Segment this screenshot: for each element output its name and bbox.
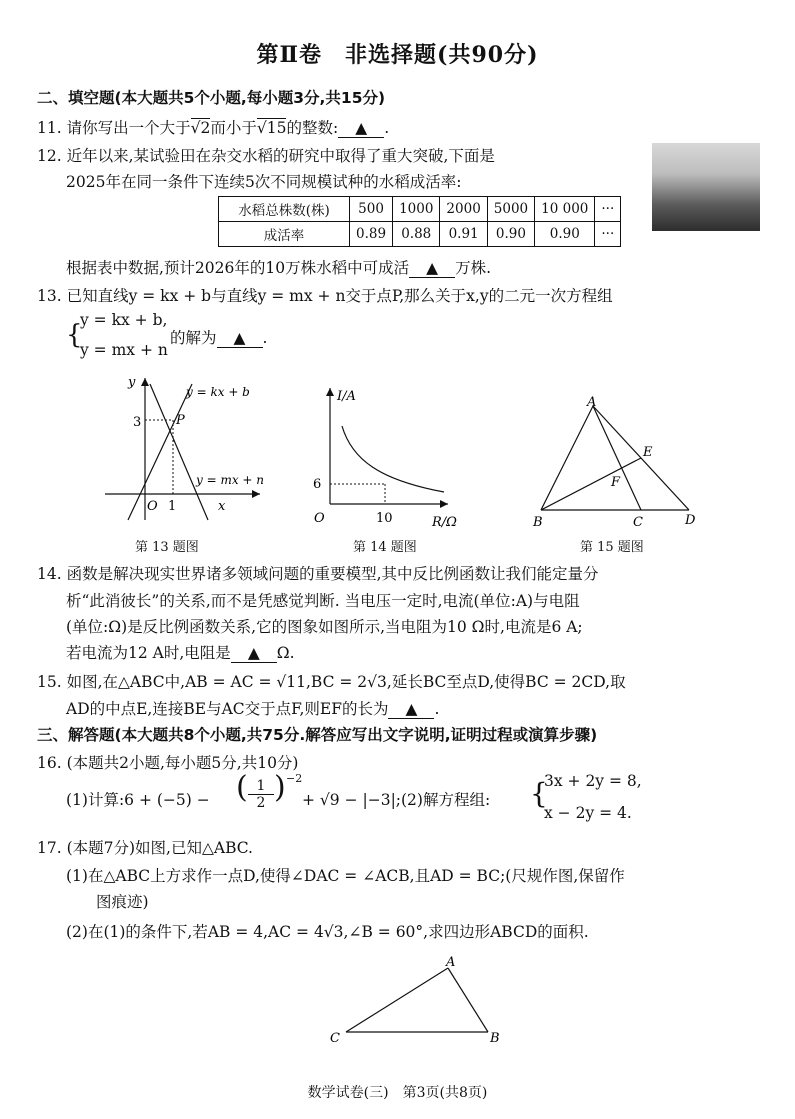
question-16-line-1: 16. (本题共2小题,每小题5分,共10分): [37, 754, 299, 772]
table-cell: 0.89: [350, 222, 393, 247]
fig14-origin: O: [314, 511, 325, 526]
section-heading-solutions: 三、解答题(本大题共8个小题,共75分.解答应写出文字说明,证明过程或演算步骤): [37, 726, 598, 744]
fig14-tick-x: 10: [376, 511, 393, 526]
figure-13-graph: [100, 370, 290, 530]
fig14-caption: 第 14 题图: [353, 540, 417, 555]
fig15-label-a: A: [587, 395, 597, 410]
q16-exponent: −2: [286, 772, 303, 785]
q12-text-pre: 根据表中数据,预计2026年的10万株水稻中可成活: [66, 259, 410, 277]
table-header-cell: 成活率: [219, 222, 350, 247]
q14-answer-blank: ▲: [231, 644, 277, 663]
q15-end: .: [434, 700, 440, 718]
fig15-segment-ac: [593, 406, 641, 510]
fig13-x-arrow: [252, 490, 260, 498]
q16-part1-post: + √9 − |−3|;(2)解方程组:: [302, 791, 491, 809]
question-13-line-1: 13. 已知直线y = kx + b与直线y = mx + n交于点P,那么关于x,y的二元一次方程组: [37, 287, 613, 305]
q16-part1-pre: (1)计算:6 + (−5) −: [66, 791, 210, 809]
q11-radical-2: √15: [256, 119, 287, 137]
q17-part1-line-1: (1)在△ABC上方求作一点D,使得∠DAC = ∠ACB,且AD = BC;(尺规作图,保留作: [66, 867, 625, 885]
question-12-line-2: 2025年在同一条件下连续5次不同规模试种的水稻成活率:: [66, 173, 462, 191]
fig14-hyperbola: [342, 426, 444, 492]
q13-end: .: [262, 329, 268, 347]
q17-part1-line-2: 图痕迹): [96, 893, 149, 911]
q11-end: .: [384, 119, 390, 137]
question-11: [37, 116, 389, 138]
table-header-cell: 水稻总株数(株): [219, 197, 350, 222]
table-row: [219, 222, 621, 247]
table-cell: 0.90: [535, 222, 595, 247]
table-cell: 5000: [487, 197, 534, 222]
question-14-line-3: (单位:Ω)是反比例函数关系,它的图象如图所示,当电阻为10 Ω时,电流是6 A;: [66, 618, 583, 636]
q12-answer-blank: ▲: [409, 259, 455, 278]
fig15-segment-ab: [541, 406, 593, 510]
question-14-line-2: 析“此消彼长”的关系,而不是凭感觉判断. 当电压一定时,电流(单位:A)与电阻: [66, 592, 580, 610]
fig14-x-arrow: [440, 500, 448, 508]
fig13-line1-label: y = kx + b: [186, 385, 250, 399]
figure-15-triangle: [525, 392, 715, 532]
fig14-y-label: I/A: [337, 389, 356, 404]
fig13-x-label: x: [218, 499, 226, 514]
q16-equation-2: x − 2y = 4.: [544, 804, 632, 822]
question-17-line-1: 17. (本题7分)如图,已知△ABC.: [37, 839, 253, 857]
q13-equation-1: y = kx + b,: [80, 311, 168, 329]
figure-14-graph: [310, 380, 470, 530]
q13-text-post: 的解为: [170, 329, 217, 347]
question-12-line-1: 12. 近年以来,某试验田在杂交水稻的研究中取得了重大突破,下面是: [37, 147, 495, 165]
q13-answer-blank: ▲: [217, 329, 263, 348]
q11-text-mid: 而小于: [210, 119, 257, 137]
question-15-line-1: 15. 如图,在△ABC中,AB = AC = √11,BC = 2√3,延长BC至点D,使得BC = 2CD,取: [37, 673, 626, 691]
q11-answer-blank: ▲: [338, 119, 384, 138]
table-cell: 0.88: [393, 222, 440, 247]
fig13-tick-x: 1: [168, 499, 177, 514]
fig15-label-c: C: [633, 515, 643, 530]
table-cell: 10 000: [535, 197, 595, 222]
fig14-x-label: R/Ω: [432, 515, 457, 530]
q16-system-brace: {: [530, 777, 548, 810]
fig13-line-kx-b: [128, 384, 192, 520]
question-14-line-4: [66, 641, 295, 663]
q14-text-post: Ω.: [276, 644, 295, 662]
fig14-tick-y: 6: [313, 477, 322, 492]
table-cell: 500: [350, 197, 393, 222]
q16-fraction-denominator: 2: [248, 794, 274, 811]
figure-17-triangle: [320, 950, 520, 1050]
q16-fraction-numerator: 1: [256, 778, 266, 794]
page-footer: 数学试卷(三) 第3页(共8页): [307, 1085, 488, 1101]
q12-text-post: 万株.: [455, 259, 492, 277]
table-cell: 0.90: [487, 222, 534, 247]
fig13-origin: O: [147, 499, 158, 514]
q17-part2: (2)在(1)的条件下,若AB = 4,AC = 4√3,∠B = 60°,求四边形ABCD的面积.: [66, 923, 589, 941]
fig17-label-c: C: [330, 1031, 340, 1046]
q15-answer-blank: ▲: [388, 700, 434, 719]
question-12-line-3: [66, 256, 491, 278]
rice-survival-table: [218, 196, 621, 247]
table-row: [219, 197, 621, 222]
fig17-segment-ab: [448, 968, 488, 1032]
fig13-line2-label: y = mx + n: [196, 473, 265, 487]
fig15-label-e: E: [643, 445, 653, 460]
q13-answer-line: [170, 326, 267, 348]
section-heading-fill-in: 二、填空题(本大题共5个小题,每小题3分,共15分): [37, 89, 386, 107]
table-cell: 0.91: [440, 222, 487, 247]
q16-fraction: [248, 778, 274, 811]
table-cell: 1000: [393, 197, 440, 222]
fig17-label-b: B: [490, 1031, 500, 1046]
q15-text-pre: AD的中点E,连接BE与AC交于点F,则EF的长为: [66, 700, 389, 718]
q16-left-paren: (: [236, 770, 248, 805]
fig13-point-p: P: [176, 413, 185, 428]
fig17-label-a: A: [446, 955, 456, 970]
page-title: 第Ⅱ卷 非选择题(共90分): [256, 42, 539, 68]
q16-right-paren: ): [274, 770, 286, 805]
fig13-tick-y: 3: [133, 415, 142, 430]
q16-equation-1: 3x + 2y = 8,: [544, 772, 642, 790]
fig14-y-arrow: [326, 388, 334, 396]
fig15-caption: 第 15 题图: [580, 540, 644, 555]
table-cell: ···: [595, 222, 621, 247]
fig15-label-d: D: [685, 513, 696, 528]
fig13-caption: 第 13 题图: [135, 540, 199, 555]
fig15-segment-be: [541, 458, 641, 510]
fig13-y-label: y: [128, 375, 136, 390]
question-15-line-2: [66, 697, 439, 719]
q13-equation-2: y = mx + n: [80, 341, 168, 359]
fig15-label-f: F: [611, 475, 621, 490]
fig13-line-mx-n: [150, 384, 208, 520]
rice-field-photo: [652, 143, 760, 231]
q14-text-pre: 若电流为12 A时,电阻是: [66, 644, 231, 662]
fig13-y-arrow: [141, 378, 149, 386]
system-brace: {: [66, 320, 83, 350]
q11-radical-1: √2: [190, 119, 211, 137]
fig17-segment-ca: [346, 968, 448, 1032]
q11-text-pre: 11. 请你写出一个大于: [37, 119, 191, 137]
question-14-line-1: 14. 函数是解决现实世界诸多领域问题的重要模型,其中反比例函数让我们能定量分: [37, 565, 599, 583]
table-cell: ···: [595, 197, 621, 222]
q11-text-post: 的整数:: [286, 119, 339, 137]
fig15-label-b: B: [533, 515, 543, 530]
table-cell: 2000: [440, 197, 487, 222]
